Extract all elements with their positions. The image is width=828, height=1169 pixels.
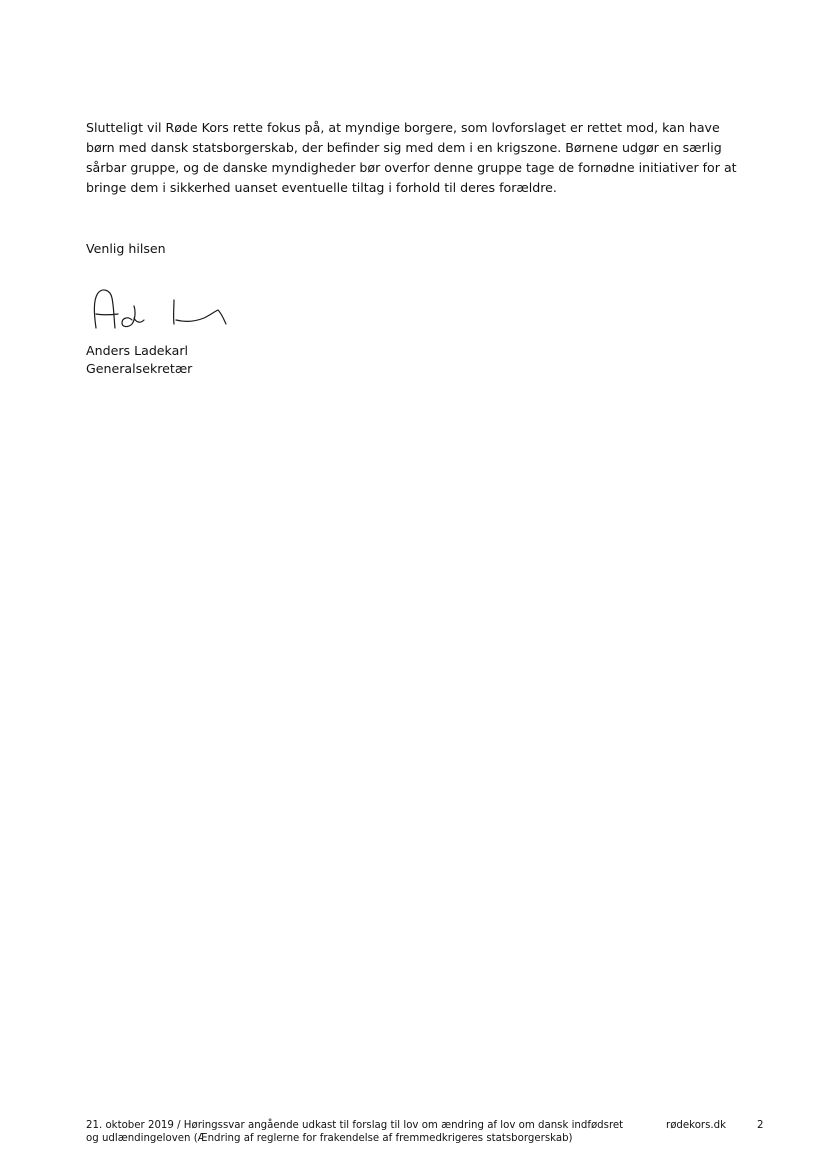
page-number: 2 <box>757 1120 764 1131</box>
signer-name: Anders Ladekarl <box>86 343 189 358</box>
footer-line-2: og udlændingeloven (Ændring af reglerne for frakendelse af fremmedkrigeres statsborgerskab) <box>86 1133 573 1144</box>
footer-text <box>86 1119 656 1145</box>
signer-title: Generalsekretær <box>86 361 193 376</box>
handwritten-signature <box>88 284 238 338</box>
body-paragraph: Slutteligt vil Røde Kors rette fokus på, at myndige borgere, som lovforslaget er rettet mod, kan have børn med dansk statsborgerskab, der befinder sig med dem i en krigszone. Børnene udgør en særlig sårbar gruppe, og de danske myndigheder bør overfor denne gruppe tage de fornødne initiativer for at bringe dem i sikkerhed uanset eventuelle tiltag i forhold til deres forældre. <box>86 120 737 195</box>
footer-line-1: 21. oktober 2019 / Høringssvar angående udkast til forslag til lov om ændring af lov om dansk indfødsret <box>86 1120 624 1131</box>
footer-website: rødekors.dk <box>666 1120 727 1131</box>
closing-greeting: Venlig hilsen <box>86 241 166 256</box>
